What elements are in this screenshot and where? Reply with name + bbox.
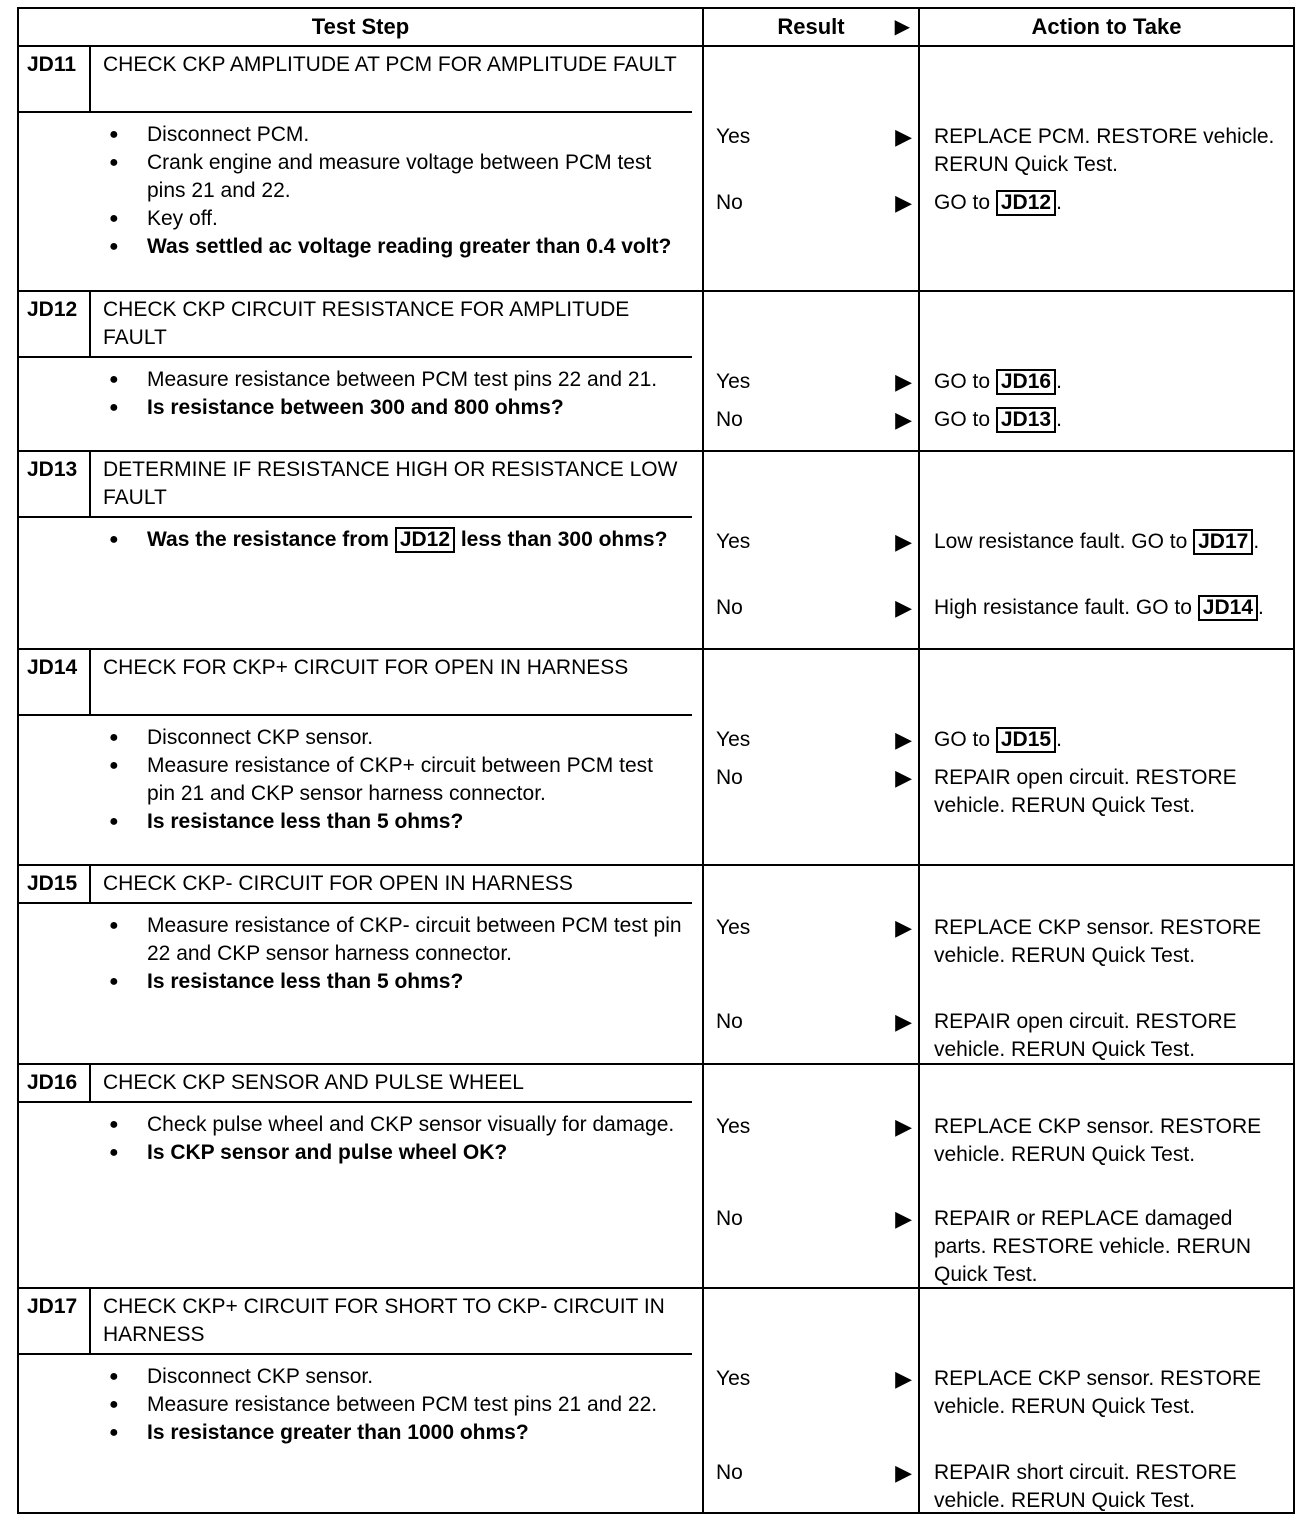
step-id: JD12 [19,292,91,356]
action-text: REPAIR short circuit. RESTORE vehicle. RERUN Quick Test. [934,1461,1237,1512]
result-label: Yes [716,1367,751,1390]
result-cell [703,1288,919,1513]
action-text [934,406,1285,434]
instruction-item: ● Measure resistance of CKP+ circuit between PCM test pin 21 and CKP sensor harness connector. [109,752,682,808]
step-question: ● Is resistance less than 5 ohms? [109,808,682,836]
action-suffix: . [1056,728,1062,751]
action-prefix: GO to [934,728,996,751]
action-text [934,368,1285,396]
step-heading [19,452,692,518]
test-step-row [18,649,1294,865]
header-test-step [18,8,703,46]
action-prefix: Low resistance fault. GO to [934,530,1194,553]
step-title: CHECK CKP SENSOR AND PULSE WHEEL [103,1071,524,1094]
step-question: ● Is resistance less than 5 ohms? [109,968,682,996]
action-suffix: . [1056,370,1062,393]
arrow-right-icon: ▶ [895,1460,912,1485]
step-reference-box: JD15 [996,727,1056,753]
pinpoint-test-table [17,7,1295,1514]
arrow-right-icon: ▶ [895,190,912,215]
arrow-right-icon: ▶ [895,1206,912,1231]
test-step-cell [18,1288,703,1513]
instruction-item: ● Disconnect CKP sensor. [109,1363,682,1391]
header-result [703,8,919,46]
test-step-cell [18,865,703,1064]
step-instructions [19,113,702,267]
step-instructions [19,1355,702,1453]
action-suffix: . [1258,596,1264,619]
question-text: less than 300 ohms? [455,528,668,551]
result-label: Yes [716,1115,751,1138]
arrow-right-icon: ▶ [895,915,912,940]
action-text: REPLACE PCM. RESTORE vehicle. RERUN Quick Test. [934,125,1275,176]
action-cell [919,1064,1294,1288]
result-label: No [716,408,743,431]
action-prefix: High resistance fault. GO to [934,596,1198,619]
step-heading [19,47,692,113]
test-step-cell [18,649,703,865]
arrow-right-icon: ▶ [895,727,912,752]
test-step-row [18,291,1294,451]
action-text: REPLACE CKP sensor. RESTORE vehicle. RERUN Quick Test. [934,1115,1262,1166]
action-text: REPLACE CKP sensor. RESTORE vehicle. RERUN Quick Test. [934,916,1262,967]
step-heading [19,650,692,716]
table-header-row [18,8,1294,46]
action-text [934,594,1285,622]
step-question: ● Is resistance between 300 and 800 ohms? [109,394,682,422]
test-step-row [18,1288,1294,1513]
header-test-step-label: Test Step [311,14,410,39]
action-text [934,726,1285,754]
step-reference-box: JD14 [1198,595,1258,621]
step-heading [19,1289,692,1355]
result-label: Yes [716,728,751,751]
step-id: JD16 [19,1065,91,1101]
arrow-right-icon: ▶ [895,369,912,394]
step-instructions [19,1103,702,1173]
step-question: ● Was settled ac voltage reading greater than 0.4 volt? [109,233,682,261]
result-label: No [716,191,743,214]
instruction-item: ● Measure resistance of CKP- circuit between PCM test pin 22 and CKP sensor harness connector. [109,912,682,968]
header-action [919,8,1294,46]
instruction-item: ● Disconnect CKP sensor. [109,724,682,752]
step-heading [19,292,692,358]
instruction-item: ● Check pulse wheel and CKP sensor visually for damage. [109,1111,682,1139]
action-prefix: GO to [934,370,996,393]
step-title: DETERMINE IF RESISTANCE HIGH OR RESISTANCE LOW FAULT [103,458,678,509]
result-label: No [716,596,743,619]
test-step-cell [18,451,703,649]
action-text: REPLACE CKP sensor. RESTORE vehicle. RERUN Quick Test. [934,1367,1262,1418]
instruction-item: ● Crank engine and measure voltage between PCM test pins 21 and 22. [109,149,682,205]
test-step-row [18,865,1294,1064]
header-arrow-icon: ▶ [894,16,910,38]
action-text: REPAIR or REPLACE damaged parts. RESTORE vehicle. RERUN Quick Test. [934,1207,1252,1286]
action-text: REPAIR open circuit. RESTORE vehicle. RERUN Quick Test. [934,766,1237,817]
arrow-right-icon: ▶ [895,124,912,149]
action-text: REPAIR open circuit. RESTORE vehicle. RERUN Quick Test. [934,1010,1237,1061]
arrow-right-icon: ▶ [895,529,912,554]
result-cell [703,1064,919,1288]
step-id: JD15 [19,866,91,902]
result-label: Yes [716,125,751,148]
action-text [934,528,1285,556]
instruction-item: ● Disconnect PCM. [109,121,682,149]
result-label: No [716,1010,743,1033]
result-label: No [716,766,743,789]
result-cell [703,451,919,649]
test-step-cell [18,46,703,291]
result-label: Yes [716,916,751,939]
result-label: No [716,1207,743,1230]
step-id: JD14 [19,650,91,714]
result-label: Yes [716,370,751,393]
test-step-cell [18,291,703,451]
step-title: CHECK CKP+ CIRCUIT FOR SHORT TO CKP- CIRCUIT IN HARNESS [103,1295,665,1346]
action-cell [919,865,1294,1064]
step-id: JD11 [19,47,91,111]
result-cell [703,865,919,1064]
action-suffix: . [1056,191,1062,214]
step-title: CHECK FOR CKP+ CIRCUIT FOR OPEN IN HARNESS [103,656,629,679]
action-cell [919,1288,1294,1513]
step-heading [19,1065,692,1103]
action-text [934,189,1285,217]
step-heading [19,866,692,904]
step-instructions [19,358,702,428]
test-step-row [18,46,1294,291]
step-id: JD13 [19,452,91,516]
step-instructions [19,518,702,560]
test-step-row [18,1064,1294,1288]
step-title: CHECK CKP- CIRCUIT FOR OPEN IN HARNESS [103,872,573,895]
diagnostic-table-sheet [17,7,1293,1514]
result-label: Yes [716,530,751,553]
instruction-item: ● Measure resistance between PCM test pins 21 and 22. [109,1391,682,1419]
instruction-item: ● Measure resistance between PCM test pins 22 and 21. [109,366,682,394]
step-question: ● Is resistance greater than 1000 ohms? [109,1419,682,1447]
arrow-right-icon: ▶ [895,595,912,620]
question-text: Was the resistance from [147,528,395,551]
action-cell [919,46,1294,291]
action-prefix: GO to [934,191,996,214]
test-step-cell [18,1064,703,1288]
step-id: JD17 [19,1289,91,1353]
arrow-right-icon: ▶ [895,1009,912,1034]
step-question: ● Is CKP sensor and pulse wheel OK? [109,1139,682,1167]
instruction-item: ● Key off. [109,205,682,233]
test-step-row [18,451,1294,649]
step-reference-box: JD13 [996,407,1056,433]
action-prefix: GO to [934,408,996,431]
step-instructions [19,904,702,1002]
result-cell [703,649,919,865]
step-reference-box: JD12 [996,190,1056,216]
result-label: No [716,1461,743,1484]
step-instructions [19,716,702,842]
step-title: CHECK CKP AMPLITUDE AT PCM FOR AMPLITUDE FAULT [103,53,677,76]
action-cell [919,451,1294,649]
step-reference-box: JD17 [1193,529,1253,555]
header-action-label: Action to Take [1031,14,1182,39]
step-reference-box: JD16 [996,369,1056,395]
header-result-label: Result [777,14,845,39]
result-cell [703,46,919,291]
arrow-right-icon: ▶ [895,765,912,790]
action-suffix: . [1253,530,1260,553]
arrow-right-icon: ▶ [895,407,912,432]
step-title: CHECK CKP CIRCUIT RESISTANCE FOR AMPLITUDE FAULT [103,298,630,349]
arrow-right-icon: ▶ [895,1366,912,1391]
action-cell [919,291,1294,451]
step-reference-box: JD12 [395,527,455,553]
arrow-right-icon: ▶ [895,1114,912,1139]
result-cell [703,291,919,451]
step-question [109,526,682,554]
action-cell [919,649,1294,865]
action-suffix: . [1056,408,1062,431]
